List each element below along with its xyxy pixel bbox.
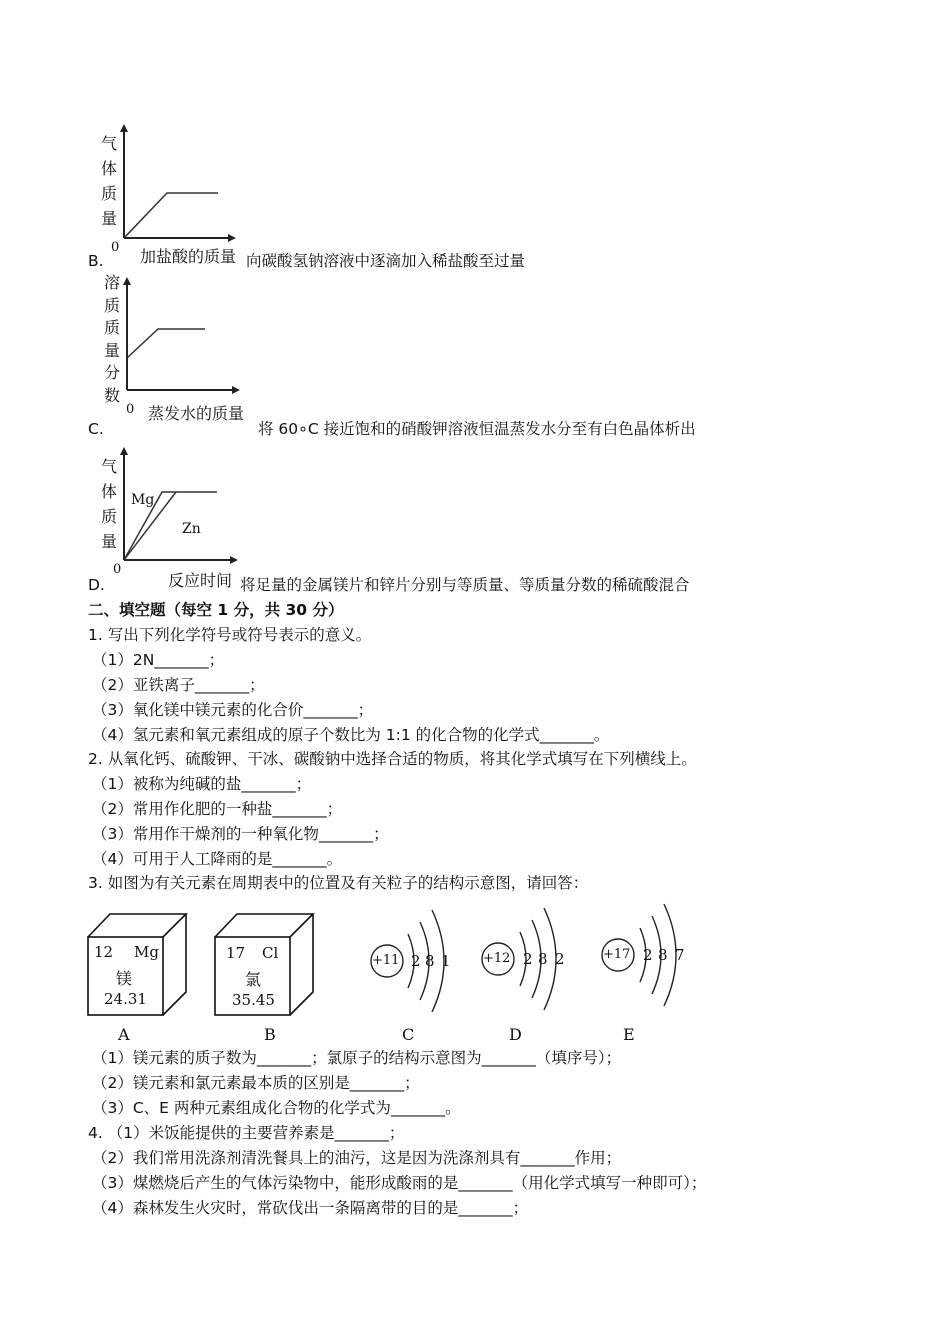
graph-d-mg-label: Mg bbox=[131, 492, 155, 508]
graph-c-curve bbox=[127, 329, 205, 358]
q1-item: （4）氢元素和氧元素组成的原子个数比为 1:1 的化合物的化学式_______。 bbox=[92, 726, 610, 744]
atom-d-nucleus: +12 bbox=[483, 951, 511, 966]
graph-c-origin: 0 bbox=[126, 402, 135, 417]
graph-b-x-arrow bbox=[228, 234, 236, 242]
q2-stem: 2. 从氧化钙、硫酸钾、干冰、碳酸钠中选择合适的物质，将其化学式填写在下列横线上。 bbox=[88, 750, 697, 768]
atom-d-label: D bbox=[509, 1025, 522, 1044]
ylabel-char: 分 bbox=[104, 363, 121, 382]
q3-item: （2）镁元素和氯元素最本质的区别是_______； bbox=[92, 1074, 420, 1092]
graph-b-ylabel bbox=[101, 131, 117, 231]
atom-e-nucleus: +17 bbox=[603, 947, 631, 962]
graph-b-origin: 0 bbox=[111, 240, 120, 255]
graph-b-y-arrow bbox=[120, 124, 128, 132]
ylabel-char: 气 bbox=[101, 134, 118, 153]
atom-d-shell: 8 bbox=[538, 950, 548, 968]
q2-item: （2）常用作化肥的一种盐_______； bbox=[92, 800, 343, 818]
ylabel-char: 气 bbox=[101, 457, 118, 476]
q3-stem: 3. 如图为有关元素在周期表中的位置及有关粒子的结构示意图，请回答： bbox=[88, 874, 589, 892]
q2-item: （4）可用于人工降雨的是_______。 bbox=[92, 850, 343, 868]
atom-e-shell: 2 bbox=[643, 946, 653, 964]
cell-b-label: B bbox=[264, 1025, 276, 1044]
ylabel-char: 体 bbox=[101, 159, 118, 178]
q2-item: （3）常用作干燥剂的一种氧化物_______； bbox=[92, 825, 389, 843]
graph-d-xlabel: 反应时间 bbox=[168, 571, 233, 590]
graph-b-desc: 向碳酸氢钠溶液中逐滴加入稀盐酸至过量 bbox=[246, 252, 526, 270]
cell-b-mass: 35.45 bbox=[232, 991, 275, 1009]
q3-item: （1）镁元素的质子数为_______；氯原子的结构示意图为_______（填序号）； bbox=[92, 1049, 622, 1067]
atom-d-shell: 2 bbox=[555, 950, 565, 968]
section-title: 二、填空题（每空 1 分，共 30 分） bbox=[88, 601, 344, 619]
q2-item: （1）被称为纯碱的盐_______； bbox=[92, 775, 312, 793]
graph-c-x-arrow bbox=[232, 386, 240, 394]
atom-c-shell: 1 bbox=[441, 952, 451, 970]
ylabel-char: 量 bbox=[104, 340, 121, 360]
atom-e-label: E bbox=[623, 1025, 635, 1044]
graph-b-xlabel: 加盐酸的质量 bbox=[140, 247, 237, 266]
ylabel-char: 质 bbox=[104, 295, 121, 315]
cell-a-mass: 24.31 bbox=[104, 990, 147, 1008]
q4-item: （4）森林发生火灾时，常砍伐出一条隔离带的目的是_______； bbox=[92, 1199, 529, 1217]
q1-item: （2）亚铁离子_______； bbox=[92, 676, 265, 694]
graph-c-option: C. bbox=[88, 420, 104, 438]
q4-item: 4. （1）米饭能提供的主要营养素是_______； bbox=[88, 1124, 405, 1142]
graph-d-origin: 0 bbox=[113, 562, 122, 577]
cell-b-name: 氯 bbox=[245, 970, 262, 989]
ylabel-char: 数 bbox=[104, 385, 121, 405]
cell-a-symbol: Mg bbox=[134, 943, 159, 961]
atom-c-label: C bbox=[402, 1025, 415, 1044]
q3-item: （3）C、E 两种元素组成化合物的化学式为_______。 bbox=[92, 1099, 461, 1117]
graph-d-desc: 将足量的金属镁片和锌片分别与等质量、等质量分数的稀硫酸混合 bbox=[240, 576, 690, 594]
q1-stem: 1. 写出下列化学符号或符号表示的意义。 bbox=[88, 626, 372, 644]
q1-item: （3）氧化镁中镁元素的化合价_______； bbox=[92, 701, 374, 719]
ylabel-char: 质 bbox=[101, 507, 118, 526]
ylabel-char: 量 bbox=[101, 209, 118, 228]
graph-b-curve bbox=[124, 193, 218, 238]
cell-a-name: 镁 bbox=[116, 969, 133, 988]
graph-d-y-arrow bbox=[120, 447, 128, 455]
ylabel-char: 质 bbox=[101, 184, 118, 203]
q4-item: （3）煤燃烧后产生的气体污染物中，能形成酸雨的是_______（用化学式填写一种即可）； bbox=[92, 1174, 707, 1192]
ylabel-char: 质 bbox=[104, 318, 121, 337]
cell-a-number: 12 bbox=[94, 943, 114, 961]
graph-d-x-arrow bbox=[230, 556, 238, 564]
atom-d-shell: 2 bbox=[523, 950, 533, 968]
graph-c-desc: 将 60∘C 接近饱和的硝酸钾溶液恒温蒸发水分至有白色晶体析出 bbox=[258, 420, 696, 438]
graph-c-y-arrow bbox=[123, 277, 131, 285]
atom-e-shell: 8 bbox=[658, 946, 668, 964]
atom-c-nucleus: +11 bbox=[372, 953, 400, 968]
atom-e-shell: 7 bbox=[675, 946, 685, 964]
q4-item: （2）我们常用洗涤剂清洗餐具上的油污，这是因为洗涤剂具有_______作用； bbox=[92, 1149, 622, 1167]
cell-b-number: 17 bbox=[226, 944, 246, 962]
ylabel-char: 量 bbox=[101, 532, 118, 551]
cell-b-symbol: Cl bbox=[262, 944, 279, 962]
atom-c-shell: 8 bbox=[425, 952, 435, 970]
cell-a-label: A bbox=[118, 1025, 130, 1044]
graph-c-xlabel: 蒸发水的质量 bbox=[148, 404, 245, 423]
graph-b-option: B. bbox=[88, 252, 104, 270]
graph-d-zn-label: Zn bbox=[182, 521, 201, 537]
atom-c-shell: 2 bbox=[411, 952, 421, 970]
graph-d-ylabel bbox=[101, 454, 117, 554]
graph-c-ylabel bbox=[104, 272, 120, 407]
ylabel-char: 体 bbox=[101, 482, 118, 501]
ylabel-char: 溶 bbox=[104, 273, 121, 292]
q1-item: （1）2N_______； bbox=[92, 651, 225, 669]
graph-d-option: D. bbox=[88, 576, 105, 594]
